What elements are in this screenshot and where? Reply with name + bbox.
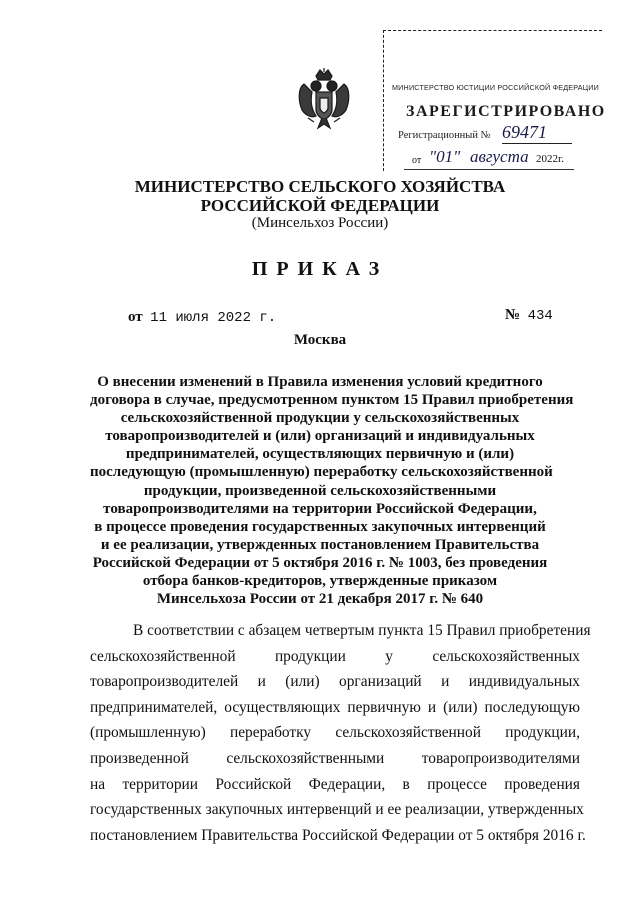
title-line: продукции, произведенной сельскохозяйственными — [143, 482, 497, 499]
title-line: в процессе проведения государственных закупочных интервенций — [94, 518, 546, 535]
body-line: предпринимателей, осуществляющих первичную и (или) последующую — [90, 698, 580, 716]
title-line: последующую (промышленную) переработку сельскохозяйственной — [90, 464, 553, 481]
title-line: товаропроизводителей и (или) организаций и индивидуальных — [105, 428, 535, 445]
stamp-date-prefix: от — [412, 155, 422, 166]
document-title — [90, 373, 574, 608]
stamp-date-year: 2022г. — [536, 153, 565, 165]
stamp-registration-number: 69471 — [502, 122, 572, 144]
stamp-registration-label: Регистрационный № — [398, 130, 491, 141]
title-line: отбора банков-кредиторов, утвержденные приказом — [142, 573, 498, 590]
title-line: сельскохозяйственной продукции у сельскохозяйственных — [120, 410, 520, 427]
title-line: Российской Федерации от 5 октября 2016 г. № 1003, без проведения — [92, 554, 548, 571]
coat-of-arms-emblem — [294, 66, 354, 134]
stamp-date-underline — [404, 169, 574, 170]
title-line: и ее реализации, утвержденных постановлением Правительства — [100, 536, 540, 553]
registration-stamp — [383, 30, 606, 171]
body-line: В соответствии с абзацем четвертым пункта 15 Правил приобретения — [133, 622, 591, 639]
ministry-name-line-2: РОССИЙСКОЙ ФЕДЕРАЦИИ — [200, 196, 440, 215]
body-line: на территории Российской Федерации, в процессе проведения — [90, 775, 580, 793]
title-line: договора в случае, предусмотренном пунктом 15 Правил приобретения — [90, 392, 574, 409]
order-date-prefix: от — [128, 309, 143, 325]
order-city: Москва — [293, 332, 347, 348]
document-type-heading: ПРИКАЗ — [251, 258, 389, 280]
order-date: 11 июля 2022 г. — [150, 310, 277, 326]
body-line: (промышленную) переработку сельскохозяйственной продукции, — [90, 724, 580, 742]
stamp-date-month: августа — [470, 147, 529, 166]
order-number: 434 — [527, 308, 553, 324]
body-line: государственных закупочных интервенций и ее реализации, утвержденных — [90, 801, 584, 819]
ministry-short-name: (Минсельхоз России) — [251, 215, 389, 231]
ministry-name-line-1: МИНИСТЕРСТВО СЕЛЬСКОГО ХОЗЯЙСТВА — [134, 177, 506, 196]
body-line: постановлением Правительства Российской Федерации от 5 октября 2016 г. — [90, 826, 586, 844]
title-line: предпринимателей, осуществляющих первичную и (или) — [125, 446, 515, 463]
order-number-line — [505, 307, 553, 324]
stamp-ministry-text: МИНИСТЕРСТВО ЮСТИЦИИ РОССИЙСКОЙ ФЕДЕРАЦИИ — [392, 83, 600, 92]
title-line: товаропроизводителями на территории Российской Федерации, — [103, 500, 537, 517]
body-line: сельскохозяйственной продукции у сельскохозяйственных — [90, 647, 580, 665]
body-line: произведенной сельскохозяйственными товаропроизводителями — [90, 749, 580, 767]
order-date-line — [128, 309, 276, 326]
body-line: товаропроизводителей и (или) организаций и индивидуальных — [90, 673, 580, 691]
stamp-registered-text: ЗАРЕГИСТРИРОВАНО — [406, 103, 606, 120]
order-number-prefix: № — [505, 307, 521, 323]
title-line: Минсельхоза России от 21 декабря 2017 г. № 640 — [156, 591, 484, 608]
title-line: О внесении изменений в Правила изменения условий кредитного — [97, 374, 543, 390]
stamp-date-day: "01" — [429, 147, 461, 166]
body-paragraph — [90, 618, 591, 848]
